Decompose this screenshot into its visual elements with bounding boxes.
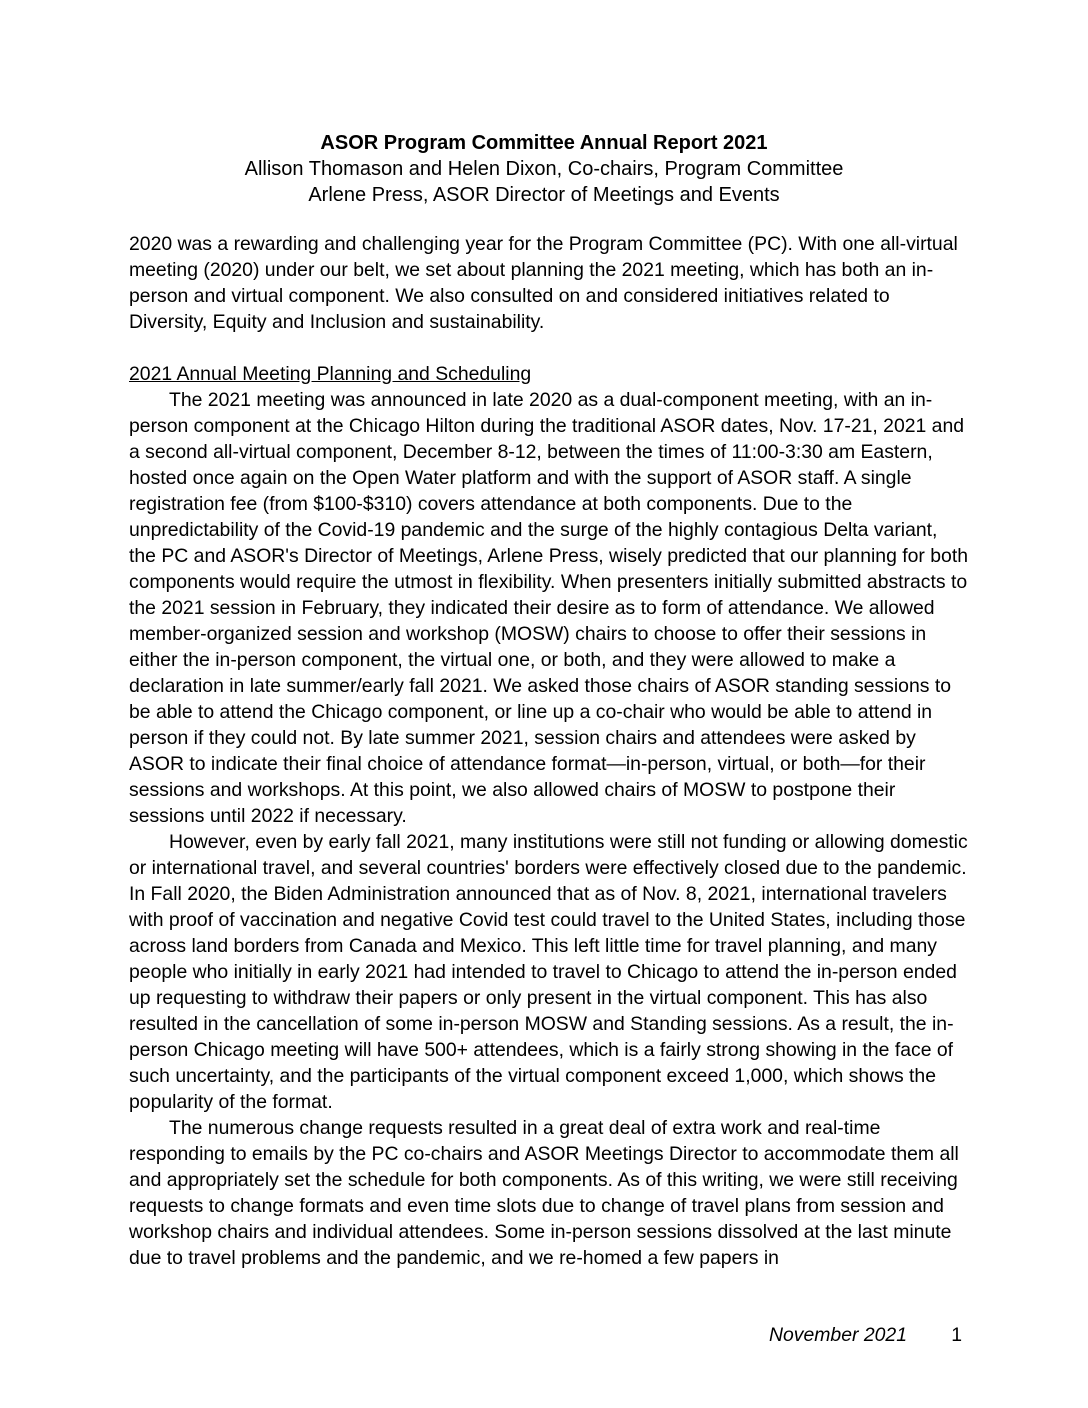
body-paragraph-1: The 2021 meeting was announced in late 2020 as a dual-component meeting, with an in-person component at the Chicago Hilton during the traditional ASOR dates, Nov. 17-21, 2021 and a second all-virtual component, December 8-12, between the times of 11:00-3:30 am Eastern, hosted once again on the Open Water platform and with the support of ASOR staff. A single registration fee (from $100-$310) covers attendance at both components. Due to the unpredictability of the Covid-19 pandemic and the surge of the highly contagious Delta variant, the PC and ASOR's Director of Meetings, Arlene Press, wisely predicted that our planning for both components would require the utmost in flexibility. When presenters initially submitted abstracts to the 2021 session in February, they indicated their desire as to form of attendance. We allowed member-organized session and workshop (MOSW) chairs to choose to offer their sessions in either the in-person component, the virtual one, or both, and they were allowed to make a declaration in late summer/early fall 2021. We asked those chairs of ASOR standing sessions to be able to attend the Chicago component, or line up a co-chair who would be able to attend in person if they could not. By late summer 2021, session chairs and attendees were asked by ASOR to indicate their final choice of attendance format—in-person, virtual, or both—for their sessions and workshops. At this point, we also allowed chairs of MOSW to postpone their sessions until 2022 if necessary.: [129, 389, 969, 827]
page-number: 1: [951, 1324, 962, 1346]
body-paragraph-3: The numerous change requests resulted in a great deal of extra work and real-time responding to emails by the PC co-chairs and ASOR Meetings Director to accommodate them all and appropriately set the schedule for both components. As of this writing, we were still receiving requests to change formats and even time slots due to change of travel plans from session and workshop chairs and individual attendees. Some in-person sessions dissolved at the last minute due to travel problems and the pandemic, and we re-homed a few papers in: [129, 1117, 959, 1269]
intro-paragraph: 2020 was a rewarding and challenging year for the Program Committee (PC). With one all-virtual meeting (2020) under our belt, we set about planning the 2021 meeting, which has both an in-person and virtual component. We also consulted on and considered initiatives related to Diversity, Equity and Inclusion and sustainability.: [129, 233, 958, 333]
report-cochairs: Allison Thomason and Helen Dixon, Co-chairs, Program Committee: [244, 158, 844, 180]
report-title: ASOR Program Committee Annual Report 2021: [320, 132, 768, 154]
report-body: [129, 231, 969, 1271]
section-heading: 2021 Annual Meeting Planning and Scheduling: [129, 363, 532, 385]
body-paragraph-2: However, even by early fall 2021, many institutions were still not funding or allowing domestic or international travel, and several countries' borders were effectively closed due to the pandemic. In Fall 2020, the Biden Administration announced that as of Nov. 8, 2021, international travelers with proof of vaccination and negative Covid test could travel to the United States, including those across land borders from Canada and Mexico. This left little time for travel planning, and many people who initially in early 2021 had intended to travel to Chicago to attend the in-person ended up requesting to withdraw their papers or only present in the virtual component. This has also resulted in the cancellation of some in-person MOSW and Standing sessions. As a result, the in-person Chicago meeting will have 500+ attendees, which is a fairly strong showing in the face of such uncertainty, and the participants of the virtual component exceed 1,000, which shows the popularity of the format.: [129, 831, 968, 1113]
report-header: [0, 130, 1088, 208]
report-director: Arlene Press, ASOR Director of Meetings and Events: [308, 184, 780, 206]
footer-date: November 2021: [769, 1324, 907, 1346]
